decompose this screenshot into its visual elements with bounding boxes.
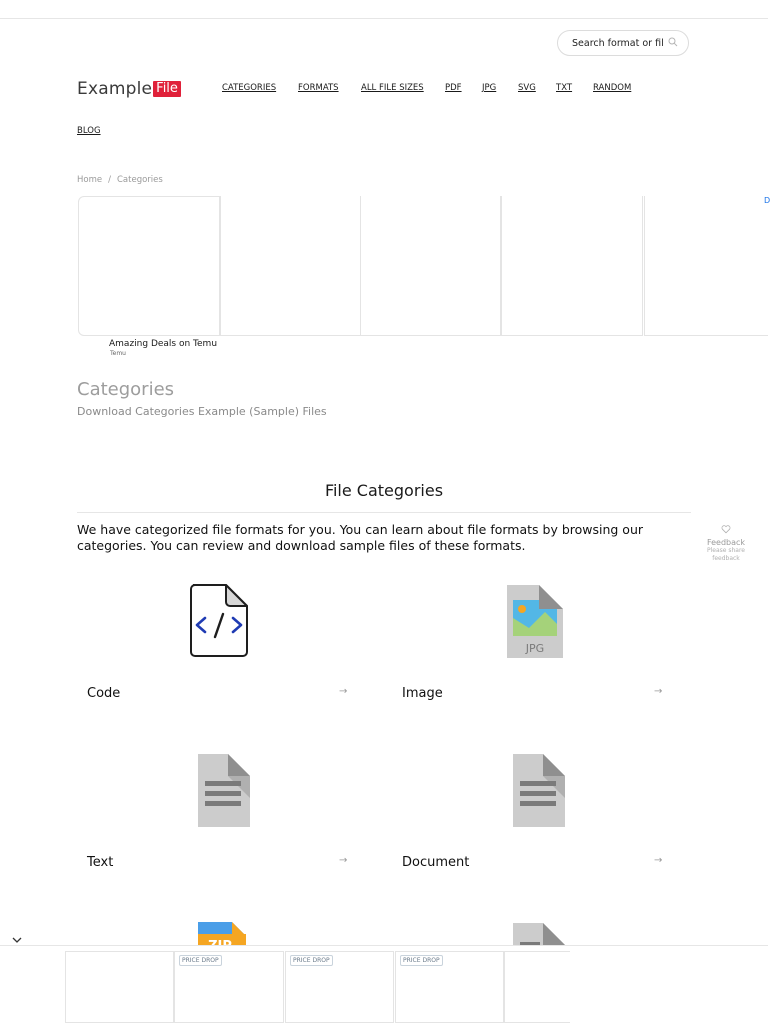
logo-text-file: File: [153, 81, 181, 97]
ad-tile[interactable]: [501, 196, 643, 336]
section-divider: [77, 512, 691, 513]
category-name[interactable]: Document: [402, 855, 470, 870]
bottom-ad-tile[interactable]: [174, 951, 284, 1023]
code-file-icon: [184, 582, 250, 658]
breadcrumb-current[interactable]: Categories: [116, 175, 163, 185]
nav-blog[interactable]: BLOG: [77, 126, 101, 136]
category-name[interactable]: Image: [402, 686, 443, 701]
jpg-label: JPG: [525, 642, 545, 655]
category-card-generic[interactable]: [392, 920, 662, 945]
ad-tile[interactable]: [78, 196, 220, 336]
ad-tile[interactable]: [644, 196, 768, 336]
feedback-label[interactable]: Feedback: [706, 538, 746, 547]
bottom-ad-bar[interactable]: [0, 945, 768, 1025]
arrow-right-icon[interactable]: →: [339, 855, 348, 866]
arrow-right-icon[interactable]: →: [654, 855, 663, 866]
bottom-ad-tile[interactable]: [65, 951, 174, 1023]
breadcrumb: [77, 175, 163, 185]
feedback-widget[interactable]: [700, 519, 752, 563]
ad-choices-marker[interactable]: D: [764, 196, 770, 205]
nav-pdf[interactable]: PDF: [445, 83, 462, 93]
category-card-document[interactable]: [392, 751, 662, 901]
jpg-file-icon: [499, 582, 565, 658]
arrow-right-icon[interactable]: →: [339, 686, 348, 697]
nav-all-file-sizes[interactable]: ALL FILE SIZES: [361, 83, 424, 93]
document-file-icon: [499, 751, 565, 827]
category-card-archive[interactable]: [77, 920, 347, 945]
category-card-text[interactable]: [77, 751, 347, 901]
section-title: File Categories: [324, 481, 444, 500]
arrow-right-icon[interactable]: →: [654, 686, 663, 697]
price-drop-badge: PRICE DROP: [179, 955, 222, 966]
nav-random[interactable]: RANDOM: [593, 83, 632, 93]
page-subtitle: Download Categories Example (Sample) Files: [77, 405, 327, 418]
nav-formats[interactable]: FORMATS: [298, 83, 339, 93]
nav-jpg[interactable]: JPG: [482, 83, 497, 93]
category-card-image[interactable]: [392, 582, 662, 732]
heart-icon[interactable]: [721, 524, 731, 534]
ad-tile[interactable]: [360, 196, 501, 336]
category-card-code[interactable]: [77, 582, 347, 732]
ad-tile[interactable]: [220, 196, 361, 336]
search-box[interactable]: [557, 30, 689, 56]
nav-categories[interactable]: CATEGORIES: [222, 83, 277, 93]
section-intro: We have categorized file formats for you. You can learn about file formats by browsing our categories. You can review and download sample files of these formats.: [77, 522, 644, 553]
price-drop-badge: PRICE DROP: [290, 955, 333, 966]
bottom-ad-tile[interactable]: [285, 951, 394, 1023]
search-input[interactable]: [572, 36, 664, 50]
category-name[interactable]: Text: [87, 855, 114, 870]
text-file-icon: [184, 751, 250, 827]
top-divider: [0, 18, 768, 19]
category-name[interactable]: Code: [87, 686, 121, 701]
feedback-note: Please share feedback: [706, 547, 745, 562]
ad-advertiser: Temu: [110, 350, 126, 357]
nav-txt[interactable]: TXT: [556, 83, 573, 93]
bottom-ad-tile[interactable]: [504, 951, 570, 1023]
ad-carousel[interactable]: [78, 196, 768, 338]
ad-title[interactable]: Amazing Deals on Temu: [109, 339, 218, 349]
chevron-down-icon[interactable]: [11, 935, 23, 945]
logo-text-example: Example: [77, 79, 153, 99]
bottom-ad-tile[interactable]: [395, 951, 504, 1023]
site-logo[interactable]: [77, 79, 181, 99]
page-title: Categories: [77, 379, 175, 400]
price-drop-badge: PRICE DROP: [400, 955, 443, 966]
breadcrumb-home[interactable]: Home: [77, 175, 103, 185]
main-nav: [222, 83, 631, 93]
breadcrumb-separator: /: [108, 175, 111, 185]
search-icon[interactable]: [668, 37, 678, 47]
nav-svg[interactable]: SVG: [518, 83, 536, 93]
